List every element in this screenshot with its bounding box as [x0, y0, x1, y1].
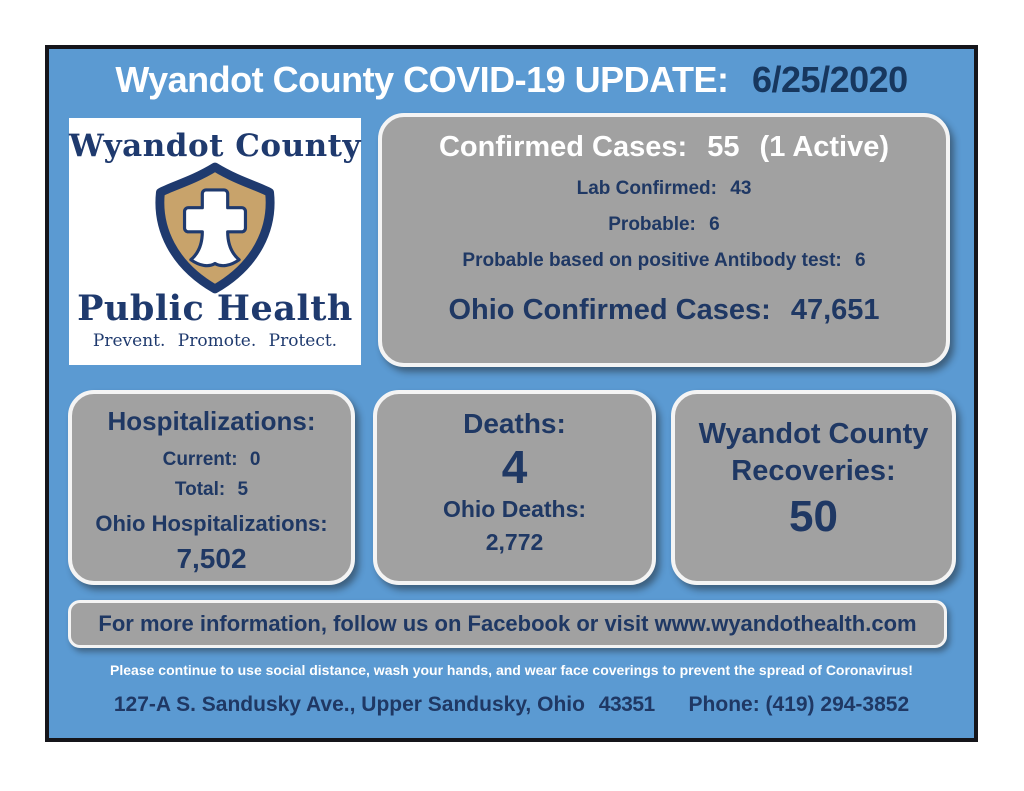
street-address: 127-A S. Sandusky Ave., Upper Sandusky, Ohio: [113, 693, 585, 716]
recoveries-heading: [675, 416, 952, 490]
more-info-banner: [68, 600, 947, 648]
more-info-text: For more information, follow us on Facebook or visit www.wyandothealth.com: [98, 611, 917, 636]
recoveries-value: 50: [789, 492, 838, 541]
hosp-total-value: 5: [237, 479, 249, 500]
probable-antibody-value: 6: [855, 250, 866, 271]
ohio-hospitalizations-value: 7,502: [176, 543, 247, 574]
hosp-current-line: [72, 449, 351, 471]
lab-confirmed-value: 43: [730, 178, 752, 199]
health-department-logo: [69, 118, 361, 365]
lab-confirmed-label: Lab Confirmed:: [576, 178, 717, 199]
recoveries-heading-line1: Wyandot County: [698, 418, 929, 450]
hosp-current-label: Current:: [162, 449, 238, 470]
deaths-card: [373, 390, 656, 585]
ohio-confirmed-value: 47,651: [790, 294, 880, 326]
contact-line: [49, 693, 974, 717]
confirmed-label: Confirmed Cases:: [438, 131, 688, 163]
confirmed-value: 55: [707, 131, 740, 163]
logo-org-type: Public Health: [77, 288, 353, 329]
probable-label: Probable:: [608, 214, 696, 235]
flyer-panel: [45, 45, 978, 742]
confirmed-cases-heading: [382, 131, 946, 164]
confirmed-cases-card: [378, 113, 950, 367]
hospitalizations-card: [68, 390, 355, 585]
shield-cross-icon: [149, 162, 281, 294]
logo-org-name: Wyandot County: [69, 128, 361, 164]
ohio-hospitalizations-label: Ohio Hospitalizations:: [95, 511, 328, 536]
recoveries-card: [671, 390, 956, 585]
ohio-confirmed-line: [382, 294, 946, 327]
safety-reminder-text: Please continue to use social distance, wash your hands, and wear face coverings to prevent the spread of Coronavirus!: [110, 662, 913, 678]
page-title: [49, 59, 974, 101]
hosp-total-label: Total:: [174, 479, 226, 500]
hosp-current-value: 0: [249, 449, 261, 470]
logo-tagline: Prevent. Promote. Protect.: [92, 331, 338, 351]
hospitalizations-heading: Hospitalizations:: [107, 406, 316, 436]
ohio-confirmed-label: Ohio Confirmed Cases:: [448, 294, 771, 326]
recoveries-heading-line2: Recoveries:: [731, 455, 896, 487]
hosp-total-line: [72, 479, 351, 501]
lab-confirmed-line: [382, 178, 946, 200]
probable-antibody-line: [382, 250, 946, 272]
ohio-deaths-value: 2,772: [485, 529, 544, 555]
deaths-heading: Deaths:: [463, 408, 566, 439]
zip-code: 43351: [598, 693, 655, 716]
deaths-value: 4: [501, 441, 528, 493]
phone-number: Phone: (419) 294-3852: [688, 693, 910, 716]
title-text: Wyandot County COVID-19 UPDATE:: [115, 59, 729, 100]
probable-antibody-label: Probable based on positive Antibody test:: [462, 250, 842, 271]
probable-value: 6: [709, 214, 720, 235]
confirmed-active: (1 Active): [759, 131, 890, 163]
probable-line: [382, 214, 946, 236]
title-date: 6/25/2020: [752, 59, 908, 100]
ohio-deaths-label: Ohio Deaths:: [442, 496, 587, 522]
